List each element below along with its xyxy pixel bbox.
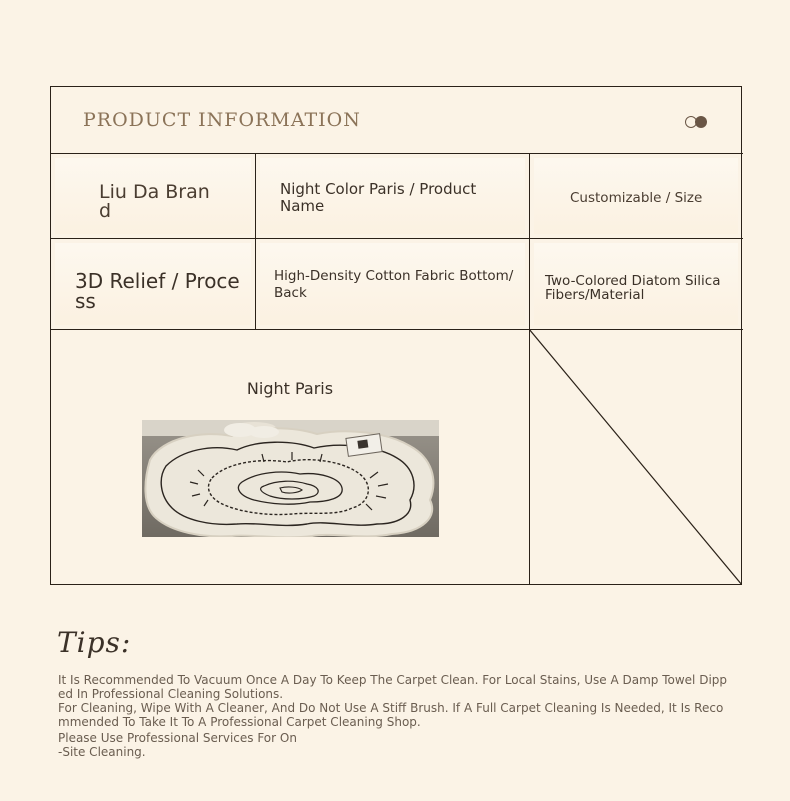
process-cell [51, 239, 255, 329]
tips-body [58, 674, 730, 759]
toggle-circles-icon [685, 115, 711, 129]
product-caption: Night Paris [246, 379, 334, 398]
tips-title: Tips: [57, 626, 132, 659]
product-name-cell [256, 154, 529, 238]
size-cell [530, 154, 742, 238]
diagonal-divider [529, 329, 742, 585]
tips-line: Please Use Professional Services For On [58, 730, 297, 745]
product-name-label: Night Color Paris / Product Name [280, 180, 477, 215]
size-label: Customizable / Size [570, 190, 703, 206]
process-label: 3D Relief / Process [75, 269, 240, 313]
rug-photo [142, 420, 439, 537]
brand-label: Liu Da Brand [99, 181, 210, 222]
material-cell [530, 239, 742, 329]
tips-line: -Site Cleaning. [58, 744, 146, 759]
material-label: Two-Colored Diatom Silica Fibers/Material [545, 273, 721, 303]
section-title: PRODUCT INFORMATION [83, 109, 361, 131]
tips-line: It Is Recommended To Vacuum Once A Day To Keep The Carpet Clean. For Local Stains, Use A Damp Towel Dipped In Professional Cleaning Solutions. [58, 673, 728, 701]
back-cell [256, 239, 529, 329]
brand-cell [51, 154, 255, 238]
product-info-table [50, 86, 742, 585]
back-label: High-Density Cotton Fabric Bottom/Back [274, 268, 514, 301]
tips-line: For Cleaning, Wipe With A Cleaner, And Do Not Use A Stiff Brush. If A Full Carpet Cleaning Is Needed, It Is Recommended To Take It To A Professional Carpet Cleaning Shop. [58, 700, 724, 729]
product-image-cell [51, 330, 529, 585]
